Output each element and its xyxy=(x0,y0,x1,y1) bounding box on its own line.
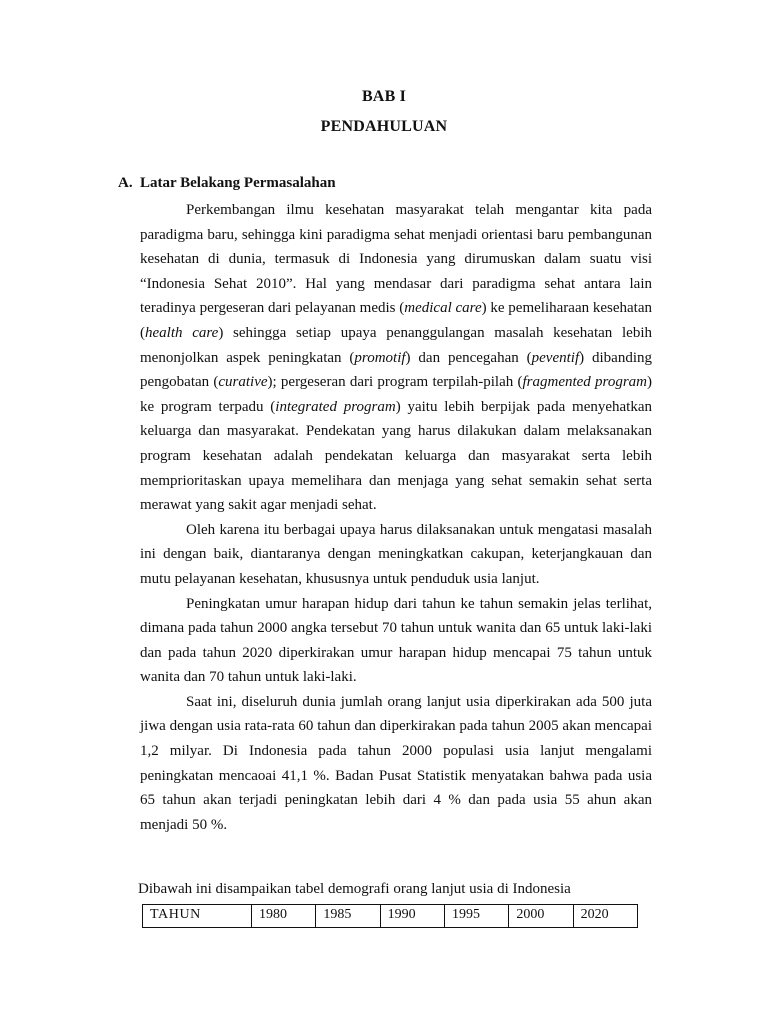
section-number: A. xyxy=(118,175,133,191)
year-cell: 1995 xyxy=(444,905,508,928)
term-peventif: peventif xyxy=(531,349,580,366)
p1-text-7: ) ke program terpadu ( xyxy=(140,374,652,415)
paragraph-1 xyxy=(140,198,652,518)
term-fragmented-program: fragmented program xyxy=(522,374,647,391)
chapter-title: PENDAHULUAN xyxy=(320,118,448,135)
term-promotif: promotif xyxy=(354,349,406,366)
demography-table xyxy=(142,904,638,928)
p1-text-6: ); pergeseran dari program terpilah-pilah ( xyxy=(267,374,523,391)
term-integrated-program: integrated program xyxy=(275,398,396,415)
table-header-cell: TAHUN xyxy=(143,905,252,928)
term-curative: curative xyxy=(218,374,268,391)
year-cell: 2000 xyxy=(509,905,573,928)
section-heading xyxy=(118,175,336,192)
section-title: Latar Belakang Permasalahan xyxy=(140,175,336,191)
year-cell: 1980 xyxy=(252,905,316,928)
term-health-care: health care xyxy=(145,324,219,341)
p1-text-8: ) yaitu lebih berpijak pada menyehatkan keluarga dan masyarakat. Pendekatan yang harus dilakukan dalam melaksanakan program kesehatan adalah pendekatan keluarga dan masyarakat serta lebih memprioritaskan upaya memelihara dan menjaga yang sehat semakin sehat serta merawat yang sakit agar menjadi sehat. xyxy=(140,398,652,514)
year-cell: 1990 xyxy=(380,905,444,928)
paragraph-2: Oleh karena itu berbagai upaya harus dilaksanakan untuk mengatasi masalah ini dengan baik, diantaranya dengan meningkatkan cakupan, keterjangkauan dan mutu pelayanan kesehatan, khususnya untuk penduduk usia lanjut. xyxy=(140,521,652,587)
year-cell: 2020 xyxy=(573,905,637,928)
document-body xyxy=(140,198,652,837)
table-row xyxy=(143,905,638,928)
p1-text-4: ) dan pencegahan ( xyxy=(405,349,532,366)
paragraph-4: Saat ini, diseluruh dunia jumlah orang lanjut usia diperkirakan ada 500 juta jiwa dengan usia rata-rata 60 tahun dan diperkirakan pada tahun 2005 akan mencapai 1,2 milyar. Di Indonesia pada tahun 2000 populasi usia lanjut mengalami peningkatan mencaoai 41,1 %. Badan Pusat Statistik menyatakan bahwa pada usia 65 tahun akan terjadi peningkatan lebih dari 4 % dan pada usia 55 ahun akan menjadi 50 %. xyxy=(140,693,652,833)
p1-text-2: ) ke pemeliharaan kesehatan ( xyxy=(140,300,652,341)
table-intro-wrap xyxy=(138,877,658,902)
chapter-label: BAB I xyxy=(361,88,407,105)
term-medical-care: medical care xyxy=(404,300,482,317)
paragraph-3: Peningkatan umur harapan hidup dari tahun ke tahun semakin jelas terlihat, dimana pada tahun 2000 angka tersebut 70 tahun untuk wanita dan 65 untuk laki-laki dan pada tahun 2020 diperkirakan umur harapan hidup mencapai 75 tahun untuk wanita dan 70 tahun untuk laki-laki. xyxy=(140,595,652,686)
year-cell: 1985 xyxy=(316,905,380,928)
table-intro: Dibawah ini disampaikan tabel demografi orang lanjut usia di Indonesia xyxy=(138,881,571,897)
p1-text-5: ) dibanding pengobatan ( xyxy=(140,349,652,391)
p1-text-3: ) sehingga setiap upaya penanggulangan masalah kesehatan lebih menonjolkan aspek peningkatan ( xyxy=(140,324,652,366)
p1-text-1: Perkembangan ilmu kesehatan masyarakat telah mengantar kita pada paradigma baru, sehingga kini paradigma sehat menjadi orientasi baru pembangunan kesehatan di dunia, termasuk di Indonesia yang dirumuskan dalam suatu visi “Indonesia Sehat 2010”. Hal yang mendasar dari paradigma sehat antara lain teradinya pergeseran dari pelayanan medis ( xyxy=(140,202,652,317)
